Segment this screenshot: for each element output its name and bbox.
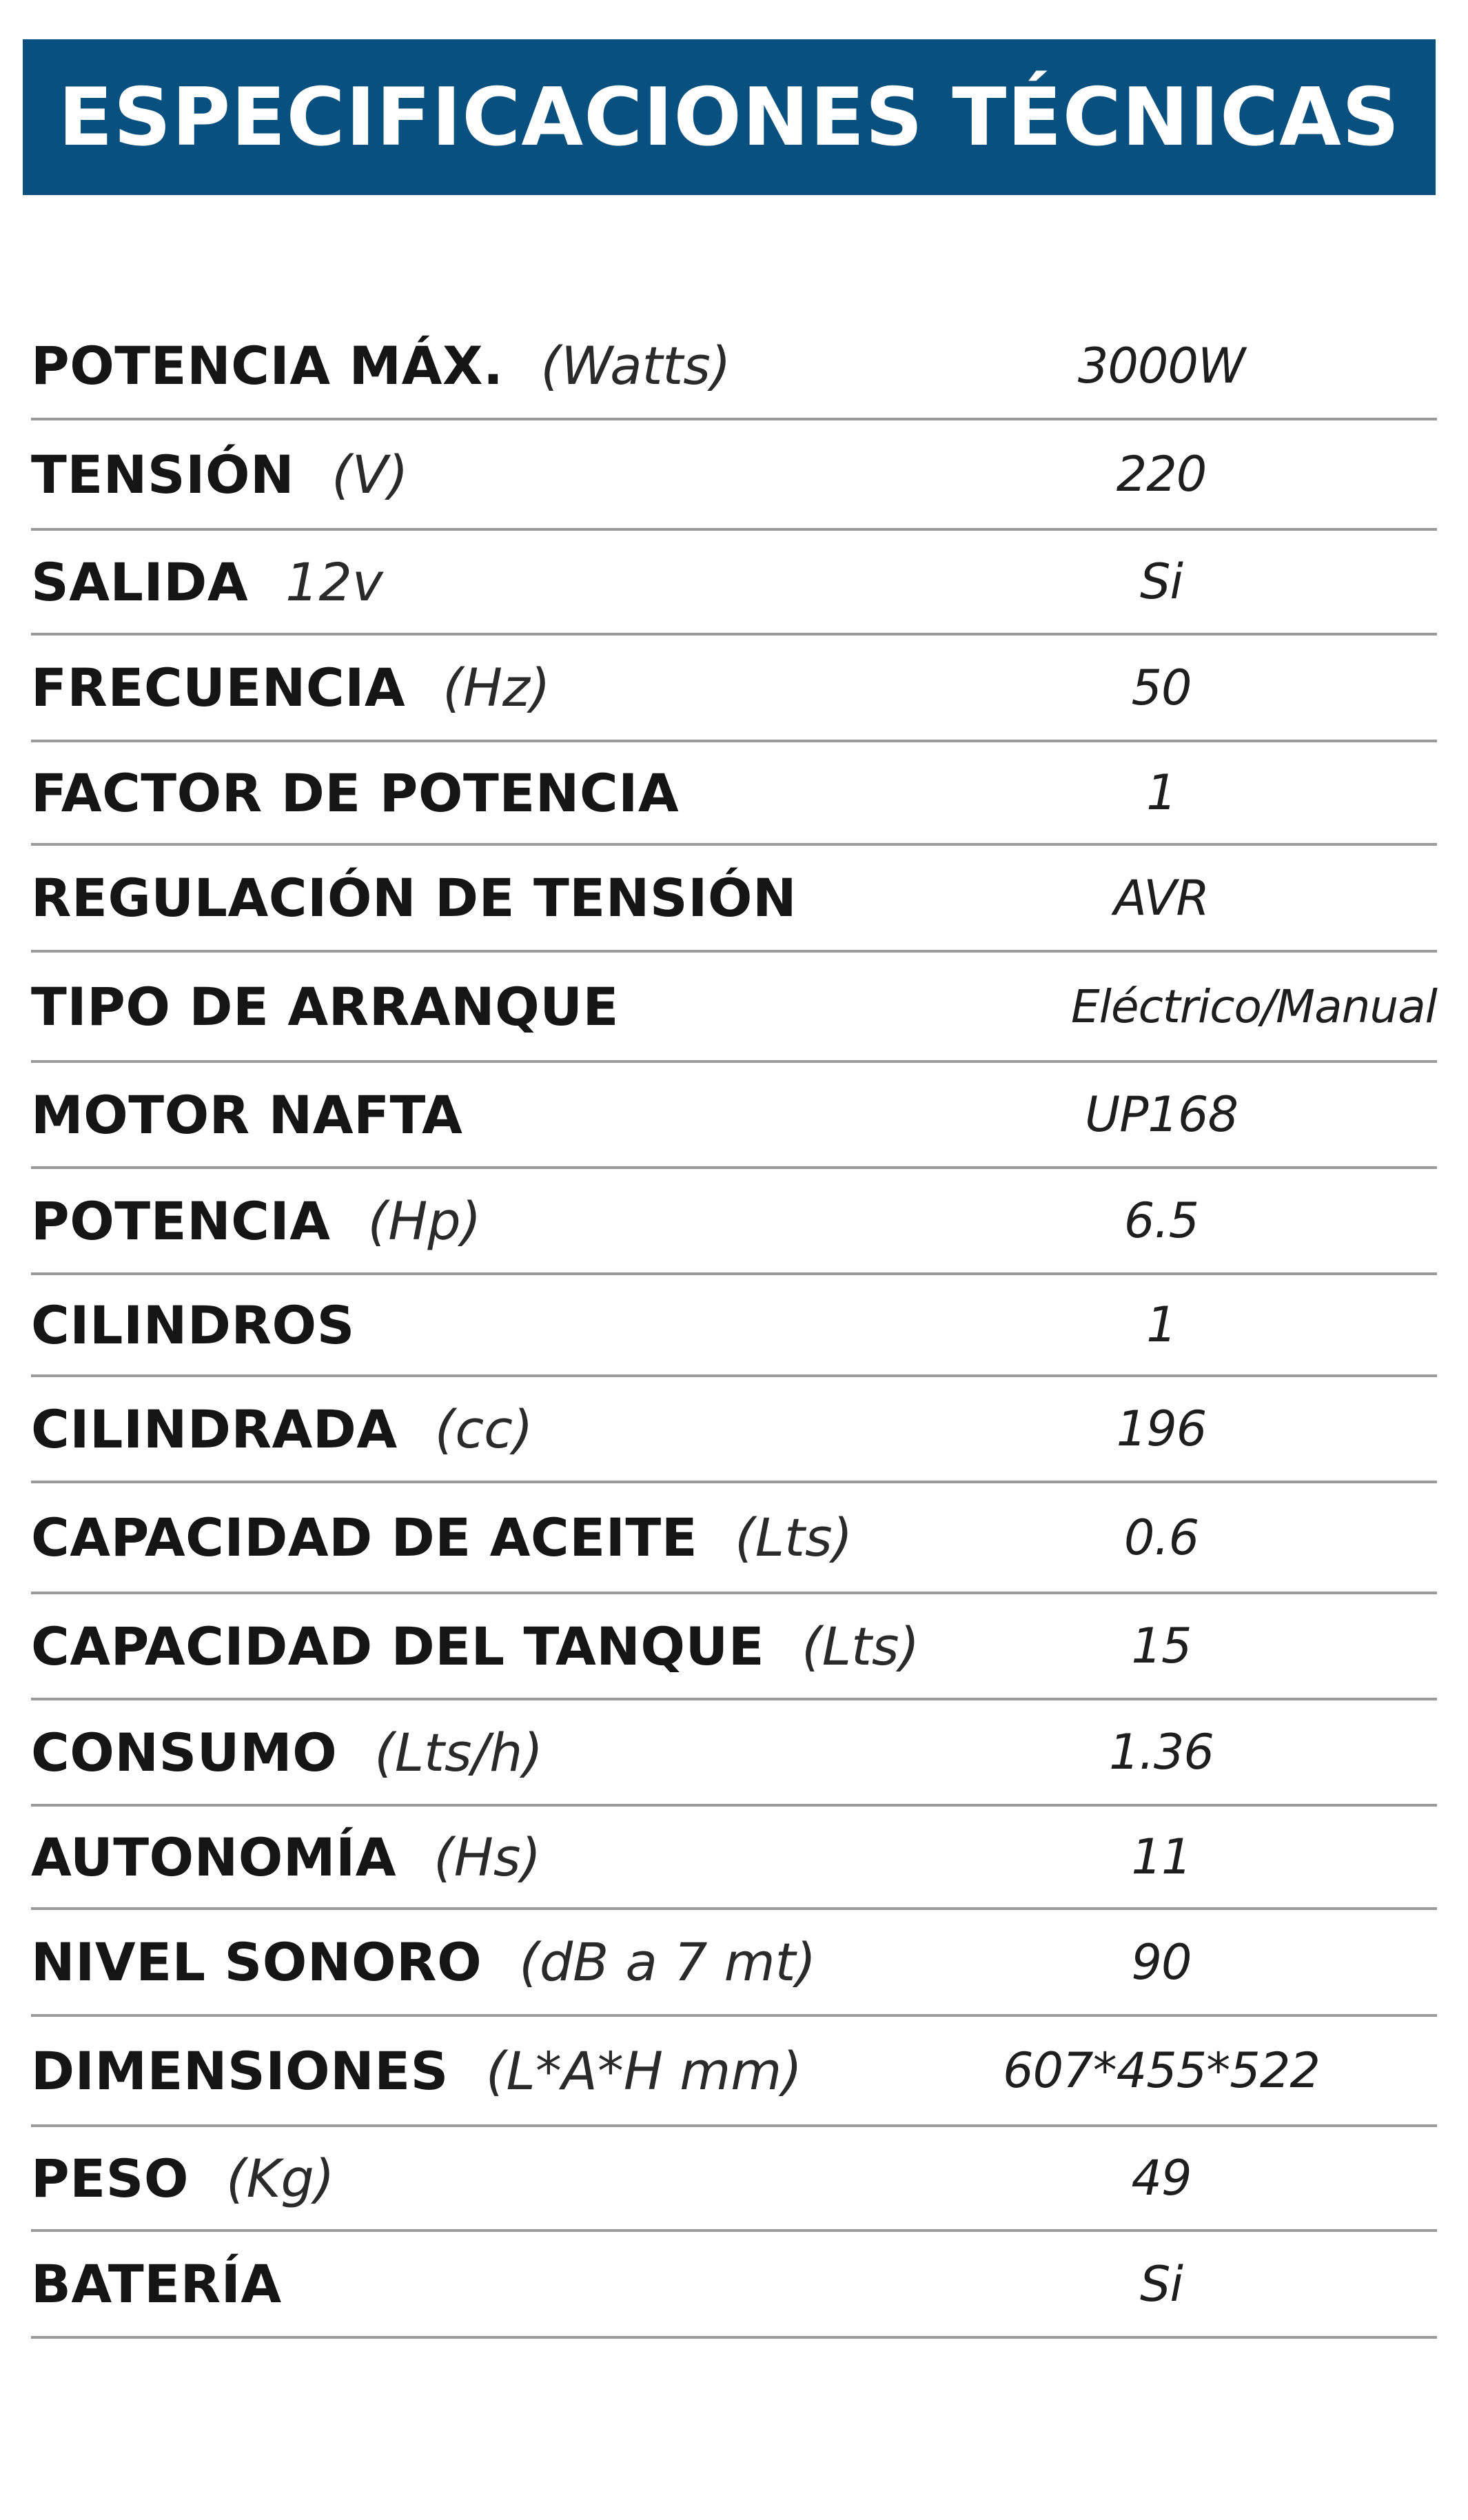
spec-row: [31, 742, 1437, 846]
spec-row: [31, 1910, 1437, 2017]
spec-label: [31, 1507, 1437, 1568]
spec-unit: (L*A*H mm): [485, 2040, 802, 2102]
spec-label: [31, 657, 1437, 718]
spec-unit: (Watts): [540, 335, 731, 396]
spec-name: CONSUMO: [31, 1721, 338, 1783]
spec-label: [31, 762, 1437, 824]
spec-row: [31, 846, 1437, 953]
spec-label: [31, 1190, 1437, 1252]
spec-label: [31, 1294, 1437, 1356]
spec-label: [31, 444, 1437, 505]
spec-value: 0.6: [1123, 1509, 1199, 1566]
spec-name: NIVEL SONORO: [31, 1931, 482, 1993]
spec-name: DIMENSIONES: [31, 2040, 449, 2102]
spec-value: 1: [1146, 1297, 1176, 1353]
spec-value: Eléctrico/Manual: [1070, 979, 1437, 1033]
spec-row: [31, 1594, 1437, 1700]
spec-unit: (Lts/h): [374, 1721, 543, 1783]
spec-value: Si: [1140, 553, 1183, 610]
spec-label: [31, 551, 1437, 613]
spec-name: CILINDROS: [31, 1294, 355, 1356]
spec-name: FACTOR DE POTENCIA: [31, 762, 680, 824]
spec-label: [31, 1616, 1437, 1677]
spec-label: [31, 1722, 1437, 1783]
spec-row: [31, 1169, 1437, 1275]
spec-row: [31, 1275, 1437, 1377]
spec-name: FRECUENCIA: [31, 657, 406, 718]
spec-name: SALIDA: [31, 551, 249, 613]
spec-label: [31, 1399, 1437, 1460]
spec-name: CILINDRADA: [31, 1398, 398, 1460]
spec-row: [31, 1700, 1437, 1807]
spec-value: 11: [1131, 1829, 1192, 1885]
spec-value: 1: [1146, 764, 1176, 821]
spec-label: [31, 2253, 1437, 2315]
spec-name: PESO: [31, 2147, 189, 2209]
spec-unit: (Lts): [802, 1615, 920, 1677]
spec-row: [31, 953, 1437, 1063]
spec-value: 1.36: [1109, 1724, 1214, 1780]
spec-value: 220: [1116, 446, 1207, 502]
spec-label: [31, 2148, 1437, 2209]
spec-unit: (Hs): [434, 1826, 542, 1888]
spec-unit: (V): [332, 443, 409, 505]
spec-value: 607*455*522: [1003, 2042, 1320, 2099]
spec-name: TENSIÓN: [31, 443, 295, 505]
spec-table: [31, 314, 1437, 2339]
spec-name: REGULACIÓN DE TENSIÓN: [31, 867, 797, 928]
spec-name: BATERÍA: [31, 2253, 282, 2315]
spec-unit: (Kg): [225, 2147, 335, 2209]
spec-value: 50: [1131, 659, 1192, 716]
spec-name: POTENCIA: [31, 1190, 331, 1252]
spec-unit: (Hp): [367, 1190, 482, 1252]
spec-value: 196: [1116, 1401, 1207, 1457]
spec-value: 6.5: [1123, 1192, 1199, 1249]
spec-row: [31, 420, 1437, 531]
spec-unit: (dB a 7 mt): [519, 1931, 817, 1993]
spec-row: [31, 636, 1437, 742]
spec-value: 3000W: [1077, 337, 1245, 394]
spec-row: [31, 1483, 1437, 1594]
spec-value: 49: [1131, 2150, 1192, 2206]
spec-label: [31, 867, 1437, 928]
spec-unit: (Lts): [735, 1507, 853, 1568]
spec-unit: (cc): [434, 1398, 533, 1460]
spec-value: 15: [1131, 1618, 1192, 1674]
spec-value: 90: [1131, 1933, 1192, 1991]
spec-unit: (Hz): [442, 657, 551, 718]
spec-value: AVR: [1114, 869, 1209, 926]
spec-row: [31, 314, 1437, 420]
spec-row: [31, 531, 1437, 636]
spec-name: CAPACIDAD DEL TANQUE: [31, 1615, 765, 1677]
spec-label: [31, 1931, 1437, 1993]
title-banner: [23, 39, 1436, 195]
spec-unit: 12v: [285, 551, 383, 613]
spec-name: TIPO DE ARRANQUE: [31, 975, 619, 1037]
spec-value: Si: [1140, 2255, 1183, 2313]
spec-value: UP168: [1084, 1086, 1238, 1143]
page-title: ESPECIFICACIONES TÉCNICAS: [58, 70, 1400, 164]
spec-name: MOTOR NAFTA: [31, 1084, 463, 1146]
spec-label: [31, 1827, 1437, 1888]
spec-row: [31, 2017, 1437, 2127]
spec-name: POTENCIA MÁX.: [31, 335, 504, 396]
spec-row: [31, 1377, 1437, 1483]
spec-name: AUTONOMÍA: [31, 1826, 397, 1888]
spec-row: [31, 1063, 1437, 1169]
spec-row: [31, 2127, 1437, 2232]
spec-row: [31, 2232, 1437, 2339]
spec-row: [31, 1807, 1437, 1910]
spec-name: CAPACIDAD DE ACEITE: [31, 1507, 698, 1568]
